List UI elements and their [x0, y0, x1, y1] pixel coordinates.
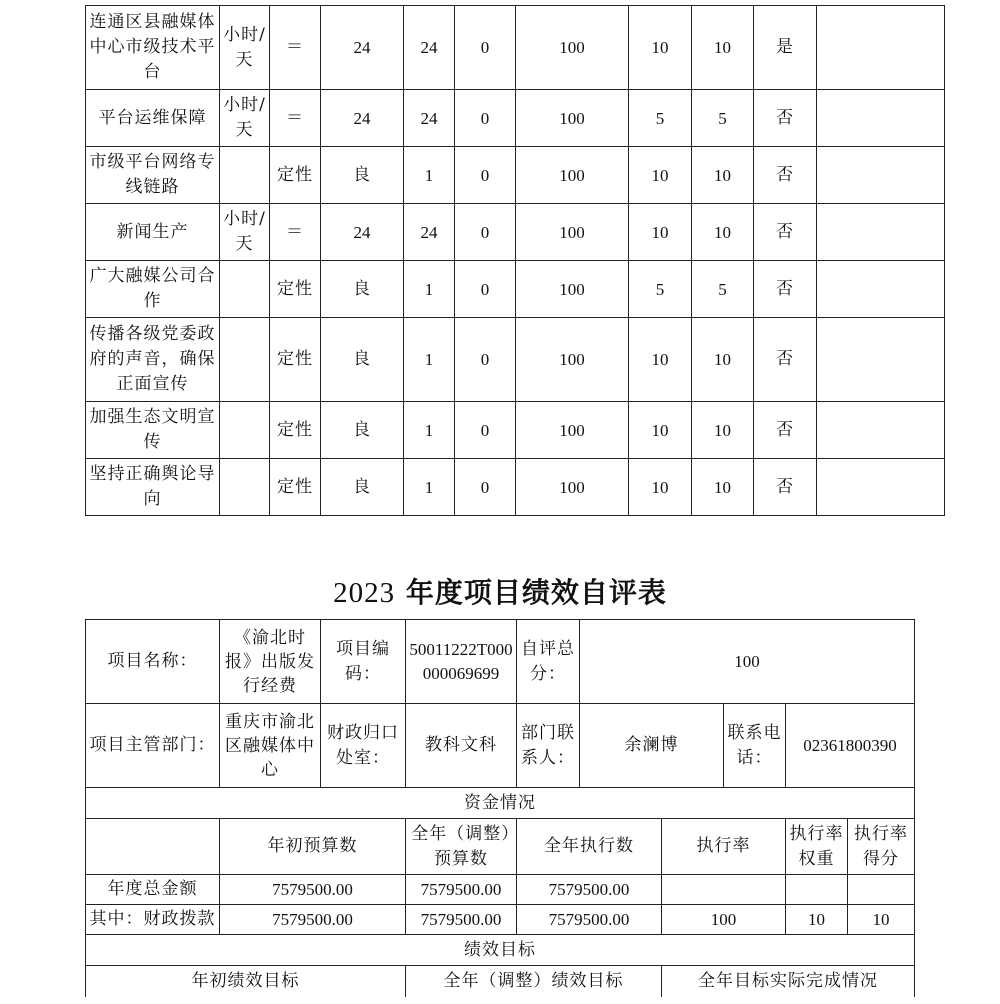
indicator-remark	[817, 318, 945, 402]
funds-total-rate-weight	[786, 875, 848, 905]
contact-value: 余澜博	[580, 704, 724, 788]
indicator-flag: 否	[754, 459, 817, 516]
indicator-target: 良	[321, 459, 404, 516]
indicator-target: 良	[321, 402, 404, 459]
funds-header-blank	[86, 819, 220, 875]
indicator-flag: 否	[754, 90, 817, 147]
office-value: 教科文科	[406, 704, 517, 788]
funds-fiscal-executed: 7579500.00	[517, 905, 662, 935]
indicator-weight: 10	[629, 402, 692, 459]
funds-fiscal-exec-rate: 100	[662, 905, 786, 935]
indicator-flag: 否	[754, 318, 817, 402]
indicator-weight: 10	[629, 318, 692, 402]
indicator-flag: 否	[754, 402, 817, 459]
indicator-score: 10	[692, 147, 754, 204]
indicator-deviation: 0	[455, 90, 516, 147]
funds-total-exec-rate	[662, 875, 786, 905]
indicator-unit: 小时/天	[220, 6, 270, 90]
indicator-name: 坚持正确舆论导向	[86, 459, 220, 516]
indicator-actual: 24	[404, 90, 455, 147]
funds-header-executed: 全年执行数	[517, 819, 662, 875]
project-row-1	[86, 620, 915, 704]
indicator-weight: 10	[629, 147, 692, 204]
indicator-target: 24	[321, 6, 404, 90]
indicator-actual: 1	[404, 318, 455, 402]
goals-col-initial: 年初绩效目标	[86, 966, 406, 997]
indicator-actual: 1	[404, 402, 455, 459]
phone-label: 联系电话：	[724, 704, 786, 788]
indicator-target: 良	[321, 147, 404, 204]
indicator-deviation: 0	[455, 147, 516, 204]
funds-total-adjusted: 7579500.00	[406, 875, 517, 905]
indicator-rate: 100	[516, 147, 629, 204]
indicator-unit	[220, 147, 270, 204]
indicator-symbol: 定性	[270, 261, 321, 318]
project-row-2	[86, 704, 915, 788]
indicator-score: 5	[692, 261, 754, 318]
indicator-unit	[220, 459, 270, 516]
table-row	[86, 147, 945, 204]
indicator-deviation: 0	[455, 204, 516, 261]
table-row	[86, 402, 945, 459]
indicator-name: 平台运维保障	[86, 90, 220, 147]
goals-section-row	[86, 935, 915, 966]
indicator-remark	[817, 261, 945, 318]
indicator-remark	[817, 90, 945, 147]
indicator-remark	[817, 204, 945, 261]
funds-fiscal-initial: 7579500.00	[220, 905, 406, 935]
indicator-symbol: ＝	[270, 6, 321, 90]
phone-value: 02361800390	[786, 704, 915, 788]
indicator-flag: 是	[754, 6, 817, 90]
funds-header-adjusted: 全年（调整）预算数	[406, 819, 517, 875]
goals-col-adjusted: 全年（调整）绩效目标	[406, 966, 662, 997]
indicator-rate: 100	[516, 402, 629, 459]
indicator-score: 10	[692, 6, 754, 90]
indicator-weight: 5	[629, 261, 692, 318]
indicator-actual: 1	[404, 261, 455, 318]
funds-total-initial: 7579500.00	[220, 875, 406, 905]
indicator-deviation: 0	[455, 6, 516, 90]
indicator-actual: 1	[404, 147, 455, 204]
funds-header-initial: 年初预算数	[220, 819, 406, 875]
funds-header-rate-score: 执行率得分	[848, 819, 915, 875]
indicator-symbol: ＝	[270, 204, 321, 261]
self-score-label: 自评总分：	[517, 620, 580, 704]
indicator-actual: 24	[404, 6, 455, 90]
indicator-rate: 100	[516, 261, 629, 318]
indicator-score: 10	[692, 402, 754, 459]
dept-label: 项目主管部门：	[86, 704, 220, 788]
funds-header-rate-weight: 执行率权重	[786, 819, 848, 875]
indicator-name: 市级平台网络专线链路	[86, 147, 220, 204]
goals-col-actual: 全年目标实际完成情况	[662, 966, 915, 997]
indicator-deviation: 0	[455, 261, 516, 318]
funds-total-label: 年度总金额	[86, 875, 220, 905]
indicator-remark	[817, 147, 945, 204]
goals-section-label: 绩效目标	[86, 935, 915, 966]
project-code-label: 项目编码：	[321, 620, 406, 704]
funds-total-row	[86, 875, 915, 905]
indicator-symbol: 定性	[270, 459, 321, 516]
funds-section-row	[86, 788, 915, 819]
funds-section-label: 资金情况	[86, 788, 915, 819]
table-row	[86, 459, 945, 516]
funds-total-executed: 7579500.00	[517, 875, 662, 905]
table-row	[86, 261, 945, 318]
contact-label: 部门联系人：	[517, 704, 580, 788]
project-name-label: 项目名称：	[86, 620, 220, 704]
dept-value: 重庆市渝北区融媒体中心	[220, 704, 321, 788]
indicator-weight: 10	[629, 6, 692, 90]
indicator-unit: 小时/天	[220, 90, 270, 147]
funds-fiscal-rate-score: 10	[848, 905, 915, 935]
indicator-score: 10	[692, 459, 754, 516]
indicator-rate: 100	[516, 6, 629, 90]
indicator-unit: 小时/天	[220, 204, 270, 261]
indicator-rate: 100	[516, 90, 629, 147]
indicator-deviation: 0	[455, 318, 516, 402]
indicator-target: 24	[321, 204, 404, 261]
indicator-unit	[220, 261, 270, 318]
self-score-value: 100	[580, 620, 915, 704]
indicator-name: 连通区县融媒体中心市级技术平台	[86, 6, 220, 90]
indicator-remark	[817, 459, 945, 516]
indicator-flag: 否	[754, 261, 817, 318]
indicator-symbol: 定性	[270, 318, 321, 402]
funds-fiscal-row	[86, 905, 915, 935]
table-row	[86, 90, 945, 147]
indicator-name: 加强生态文明宣传	[86, 402, 220, 459]
indicator-symbol: ＝	[270, 90, 321, 147]
indicator-table	[85, 5, 945, 516]
indicator-flag: 否	[754, 204, 817, 261]
office-label: 财政归口处室：	[321, 704, 406, 788]
project-code-value: 50011222T000000069699	[406, 620, 517, 704]
funds-fiscal-label: 其中：财政拨款	[86, 905, 220, 935]
indicator-actual: 1	[404, 459, 455, 516]
table-row	[86, 318, 945, 402]
indicator-weight: 10	[629, 204, 692, 261]
indicator-flag: 否	[754, 147, 817, 204]
indicator-weight: 10	[629, 459, 692, 516]
indicator-symbol: 定性	[270, 147, 321, 204]
funds-header-row	[86, 819, 915, 875]
indicator-score: 5	[692, 90, 754, 147]
table-row	[86, 204, 945, 261]
funds-total-rate-score	[848, 875, 915, 905]
project-name-value: 《渝北时报》出版发行经费	[220, 620, 321, 704]
indicator-deviation: 0	[455, 459, 516, 516]
indicator-score: 10	[692, 204, 754, 261]
self-evaluation-table	[85, 619, 915, 997]
indicator-target: 良	[321, 318, 404, 402]
indicator-unit	[220, 318, 270, 402]
indicator-name: 新闻生产	[86, 204, 220, 261]
funds-fiscal-rate-weight: 10	[786, 905, 848, 935]
page-title	[0, 571, 1000, 611]
indicator-symbol: 定性	[270, 402, 321, 459]
indicator-rate: 100	[516, 204, 629, 261]
indicator-name: 传播各级党委政府的声音，确保正面宣传	[86, 318, 220, 402]
indicator-deviation: 0	[455, 402, 516, 459]
funds-header-exec-rate: 执行率	[662, 819, 786, 875]
table-row	[86, 6, 945, 90]
title-text: 年度项目绩效自评表	[405, 576, 667, 609]
indicator-name: 广大融媒公司合作	[86, 261, 220, 318]
indicator-remark	[817, 6, 945, 90]
funds-fiscal-adjusted: 7579500.00	[406, 905, 517, 935]
indicator-rate: 100	[516, 459, 629, 516]
indicator-target: 良	[321, 261, 404, 318]
indicator-target: 24	[321, 90, 404, 147]
indicator-actual: 24	[404, 204, 455, 261]
goals-header-row	[86, 966, 915, 997]
title-year: 2023	[333, 577, 396, 609]
indicator-remark	[817, 402, 945, 459]
indicator-rate: 100	[516, 318, 629, 402]
indicator-score: 10	[692, 318, 754, 402]
indicator-weight: 5	[629, 90, 692, 147]
indicator-unit	[220, 402, 270, 459]
